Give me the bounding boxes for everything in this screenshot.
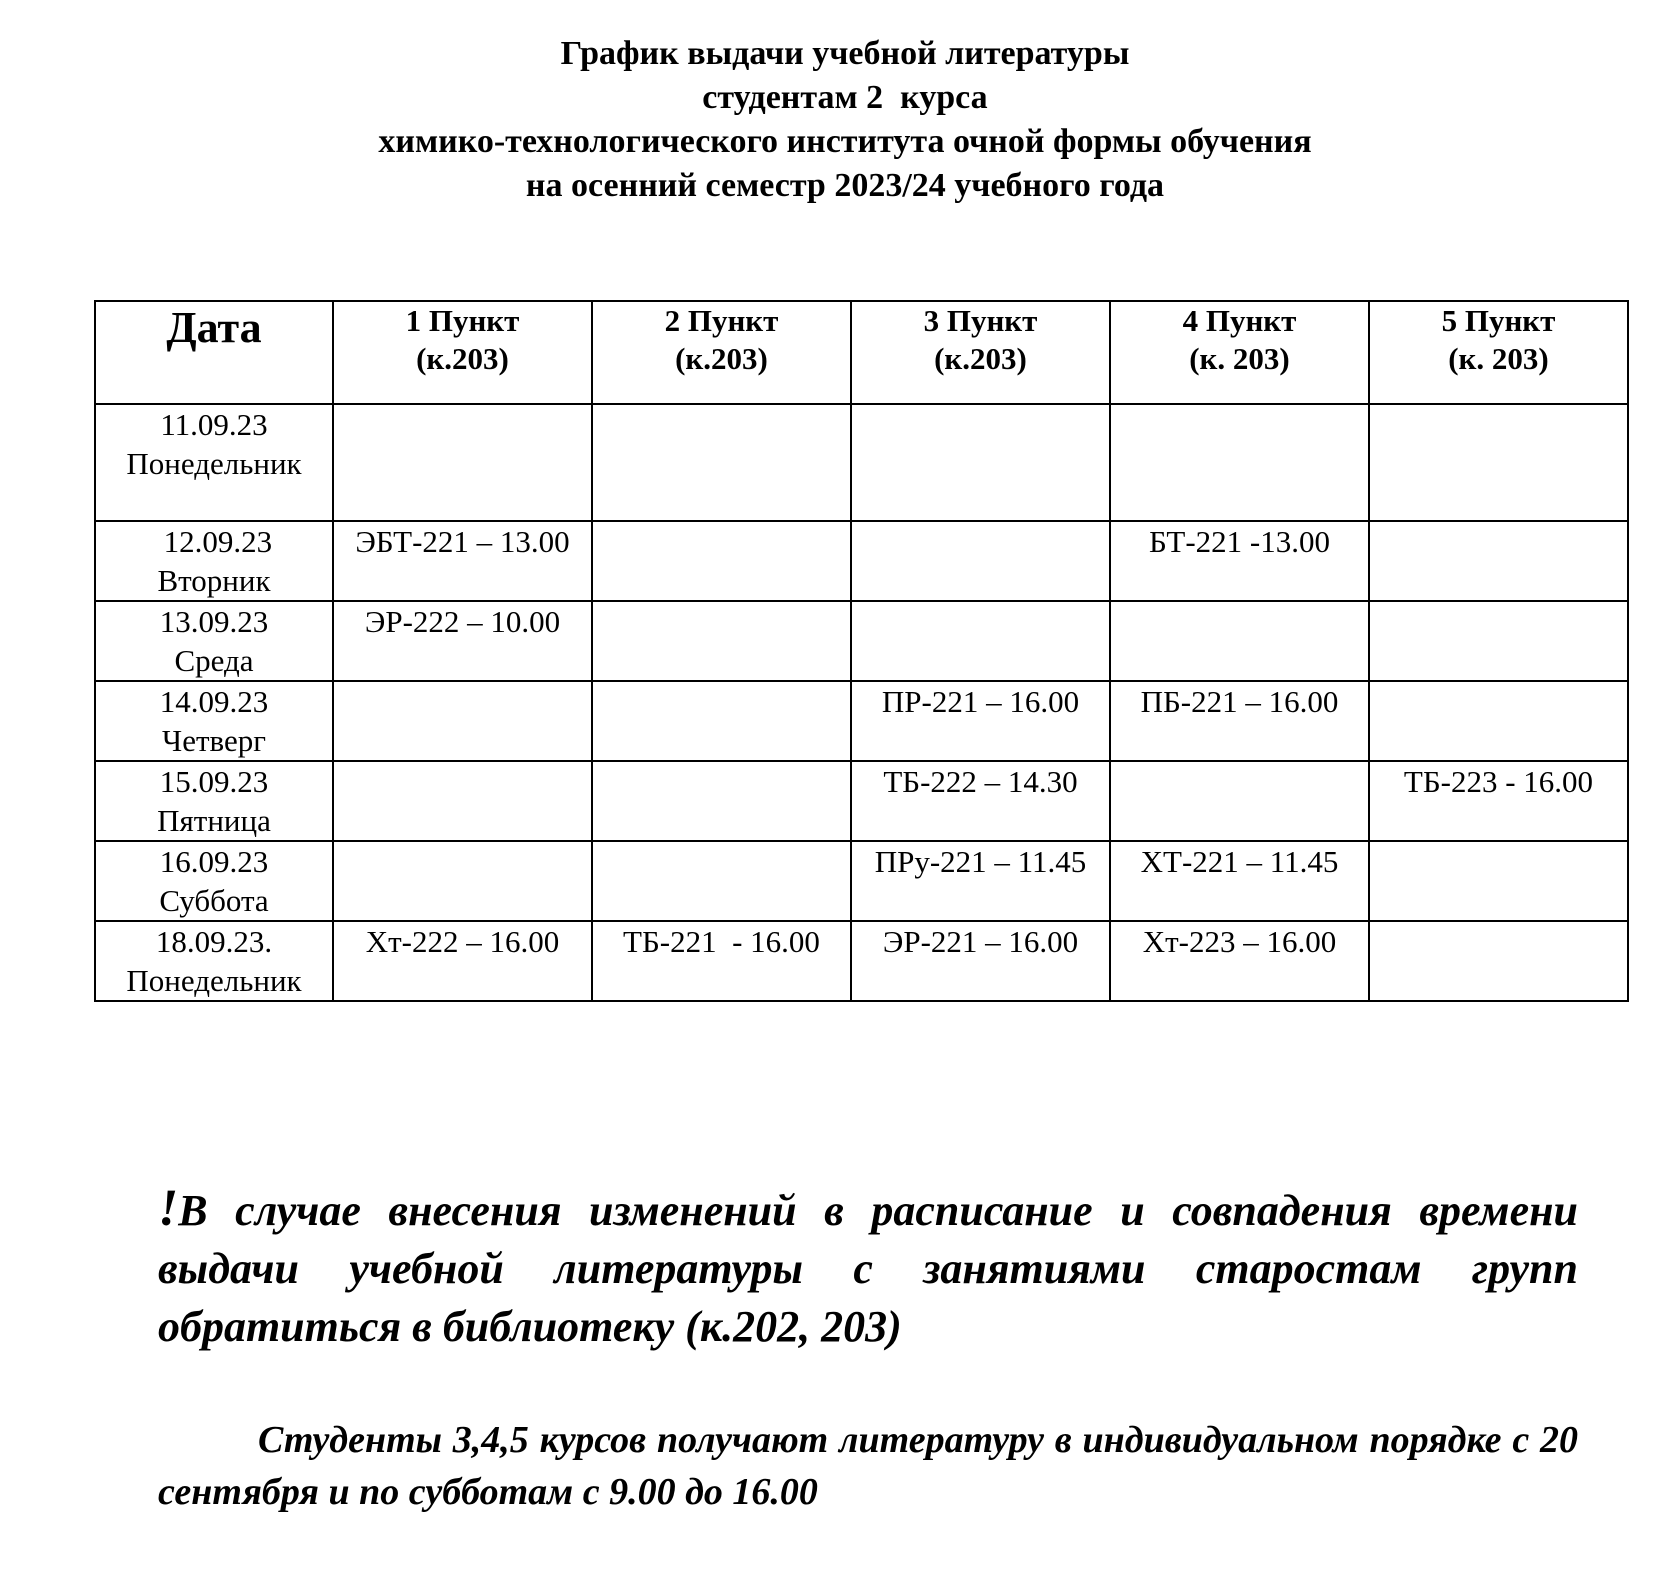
point-4-room: (к. 203): [1189, 341, 1290, 376]
point-2-room: (к.203): [675, 341, 768, 376]
date-cell: [95, 841, 333, 921]
slot-cell: [592, 681, 851, 761]
slot-cell: [1369, 521, 1628, 601]
table-row: [95, 841, 1628, 921]
row-weekday: Понедельник: [126, 446, 302, 481]
date-cell: [95, 681, 333, 761]
point-4-header: [1110, 301, 1369, 404]
slot-cell: [851, 601, 1110, 681]
slot-cell: Хт-222 – 16.00: [333, 921, 592, 1001]
point-1-room: (к.203): [416, 341, 509, 376]
slot-cell: ЭР-221 – 16.00: [851, 921, 1110, 1001]
row-date: 11.09.23: [160, 407, 268, 442]
slot-cell: [851, 521, 1110, 601]
slot-cell: ЭР-222 – 10.00: [333, 601, 592, 681]
point-3-header: [851, 301, 1110, 404]
change-notice-text: В случае внесения изменений в расписание и совпадения времени выдачи учебной литературы с занятиями старостам групп обратиться в библиотеку (к.202, 203): [158, 1186, 1578, 1351]
row-date: 15.09.23: [159, 764, 269, 799]
slot-cell: [1369, 921, 1628, 1001]
slot-cell: [592, 761, 851, 841]
slot-cell: [1369, 681, 1628, 761]
row-weekday: Суббота: [159, 883, 269, 918]
title-line-2: студентам 2 курса: [702, 79, 988, 116]
slot-cell: ПР-221 – 16.00: [851, 681, 1110, 761]
senior-students-note: Студенты 3,4,5 курсов получают литературу в индивидуальном порядке с 20 сентября и по субботам с 9.00 до 16.00: [158, 1419, 1578, 1513]
row-date: 12.09.23: [155, 524, 273, 559]
point-2-name: 2 Пункт: [664, 303, 779, 338]
date-cell: [95, 601, 333, 681]
date-cell: [95, 404, 333, 521]
table-row: [95, 521, 1628, 601]
slot-cell: ЭБТ-221 – 13.00: [333, 521, 592, 601]
table-row: [95, 404, 1628, 521]
title-line-4: на осенний семестр 2023/24 учебного года: [525, 167, 1165, 204]
slot-cell: ПРу-221 – 11.45: [851, 841, 1110, 921]
row-weekday: Четверг: [162, 723, 266, 758]
table-header-row: [95, 301, 1628, 404]
point-1-name: 1 Пункт: [405, 303, 520, 338]
slot-cell: [592, 601, 851, 681]
document-title: [0, 32, 1654, 208]
row-weekday: Вторник: [157, 563, 271, 598]
slot-cell: Хт-223 – 16.00: [1110, 921, 1369, 1001]
slot-cell: ТБ-223 - 16.00: [1369, 761, 1628, 841]
point-3-name: 3 Пункт: [923, 303, 1038, 338]
slot-cell: ТБ-221 - 16.00: [592, 921, 851, 1001]
exclamation-mark: !: [158, 1180, 179, 1237]
row-weekday: Понедельник: [126, 963, 302, 998]
slot-cell: [333, 761, 592, 841]
slot-cell: [1110, 404, 1369, 521]
row-weekday: Среда: [174, 643, 254, 678]
point-5-name: 5 Пункт: [1441, 303, 1556, 338]
slot-cell: [592, 404, 851, 521]
schedule-table: [94, 300, 1629, 1002]
slot-cell: [1110, 761, 1369, 841]
point-1-header: [333, 301, 592, 404]
date-column-header: Дата: [95, 301, 333, 404]
title-line-1: График выдачи учебной литературы: [560, 35, 1130, 72]
date-cell: [95, 761, 333, 841]
point-3-room: (к.203): [934, 341, 1027, 376]
point-2-header: [592, 301, 851, 404]
table-row: [95, 921, 1628, 1001]
slot-cell: [333, 404, 592, 521]
slot-cell: БТ-221 -13.00: [1110, 521, 1369, 601]
title-line-3: химико-технологического института очной формы обучения: [378, 123, 1312, 160]
slot-cell: [333, 681, 592, 761]
table-row: [95, 601, 1628, 681]
slot-cell: [851, 404, 1110, 521]
point-4-name: 4 Пункт: [1182, 303, 1297, 338]
slot-cell: [1369, 404, 1628, 521]
table-row: [95, 681, 1628, 761]
date-cell: [95, 921, 333, 1001]
date-cell: [95, 521, 333, 601]
slot-cell: ПБ-221 – 16.00: [1110, 681, 1369, 761]
row-date: 18.09.23.: [155, 924, 273, 959]
table-row: [95, 761, 1628, 841]
slot-cell: ТБ-222 – 14.30: [851, 761, 1110, 841]
point-5-room: (к. 203): [1448, 341, 1549, 376]
slot-cell: [1110, 601, 1369, 681]
slot-cell: [592, 841, 851, 921]
slot-cell: ХТ-221 – 11.45: [1110, 841, 1369, 921]
row-date: 16.09.23: [159, 844, 269, 879]
row-date: 13.09.23: [159, 604, 269, 639]
row-date: 14.09.23: [159, 684, 269, 719]
row-weekday: Пятница: [157, 803, 271, 838]
slot-cell: [592, 521, 851, 601]
slot-cell: [1369, 841, 1628, 921]
slot-cell: [1369, 601, 1628, 681]
point-5-header: [1369, 301, 1628, 404]
slot-cell: [333, 841, 592, 921]
change-notice: [158, 1180, 1578, 1356]
